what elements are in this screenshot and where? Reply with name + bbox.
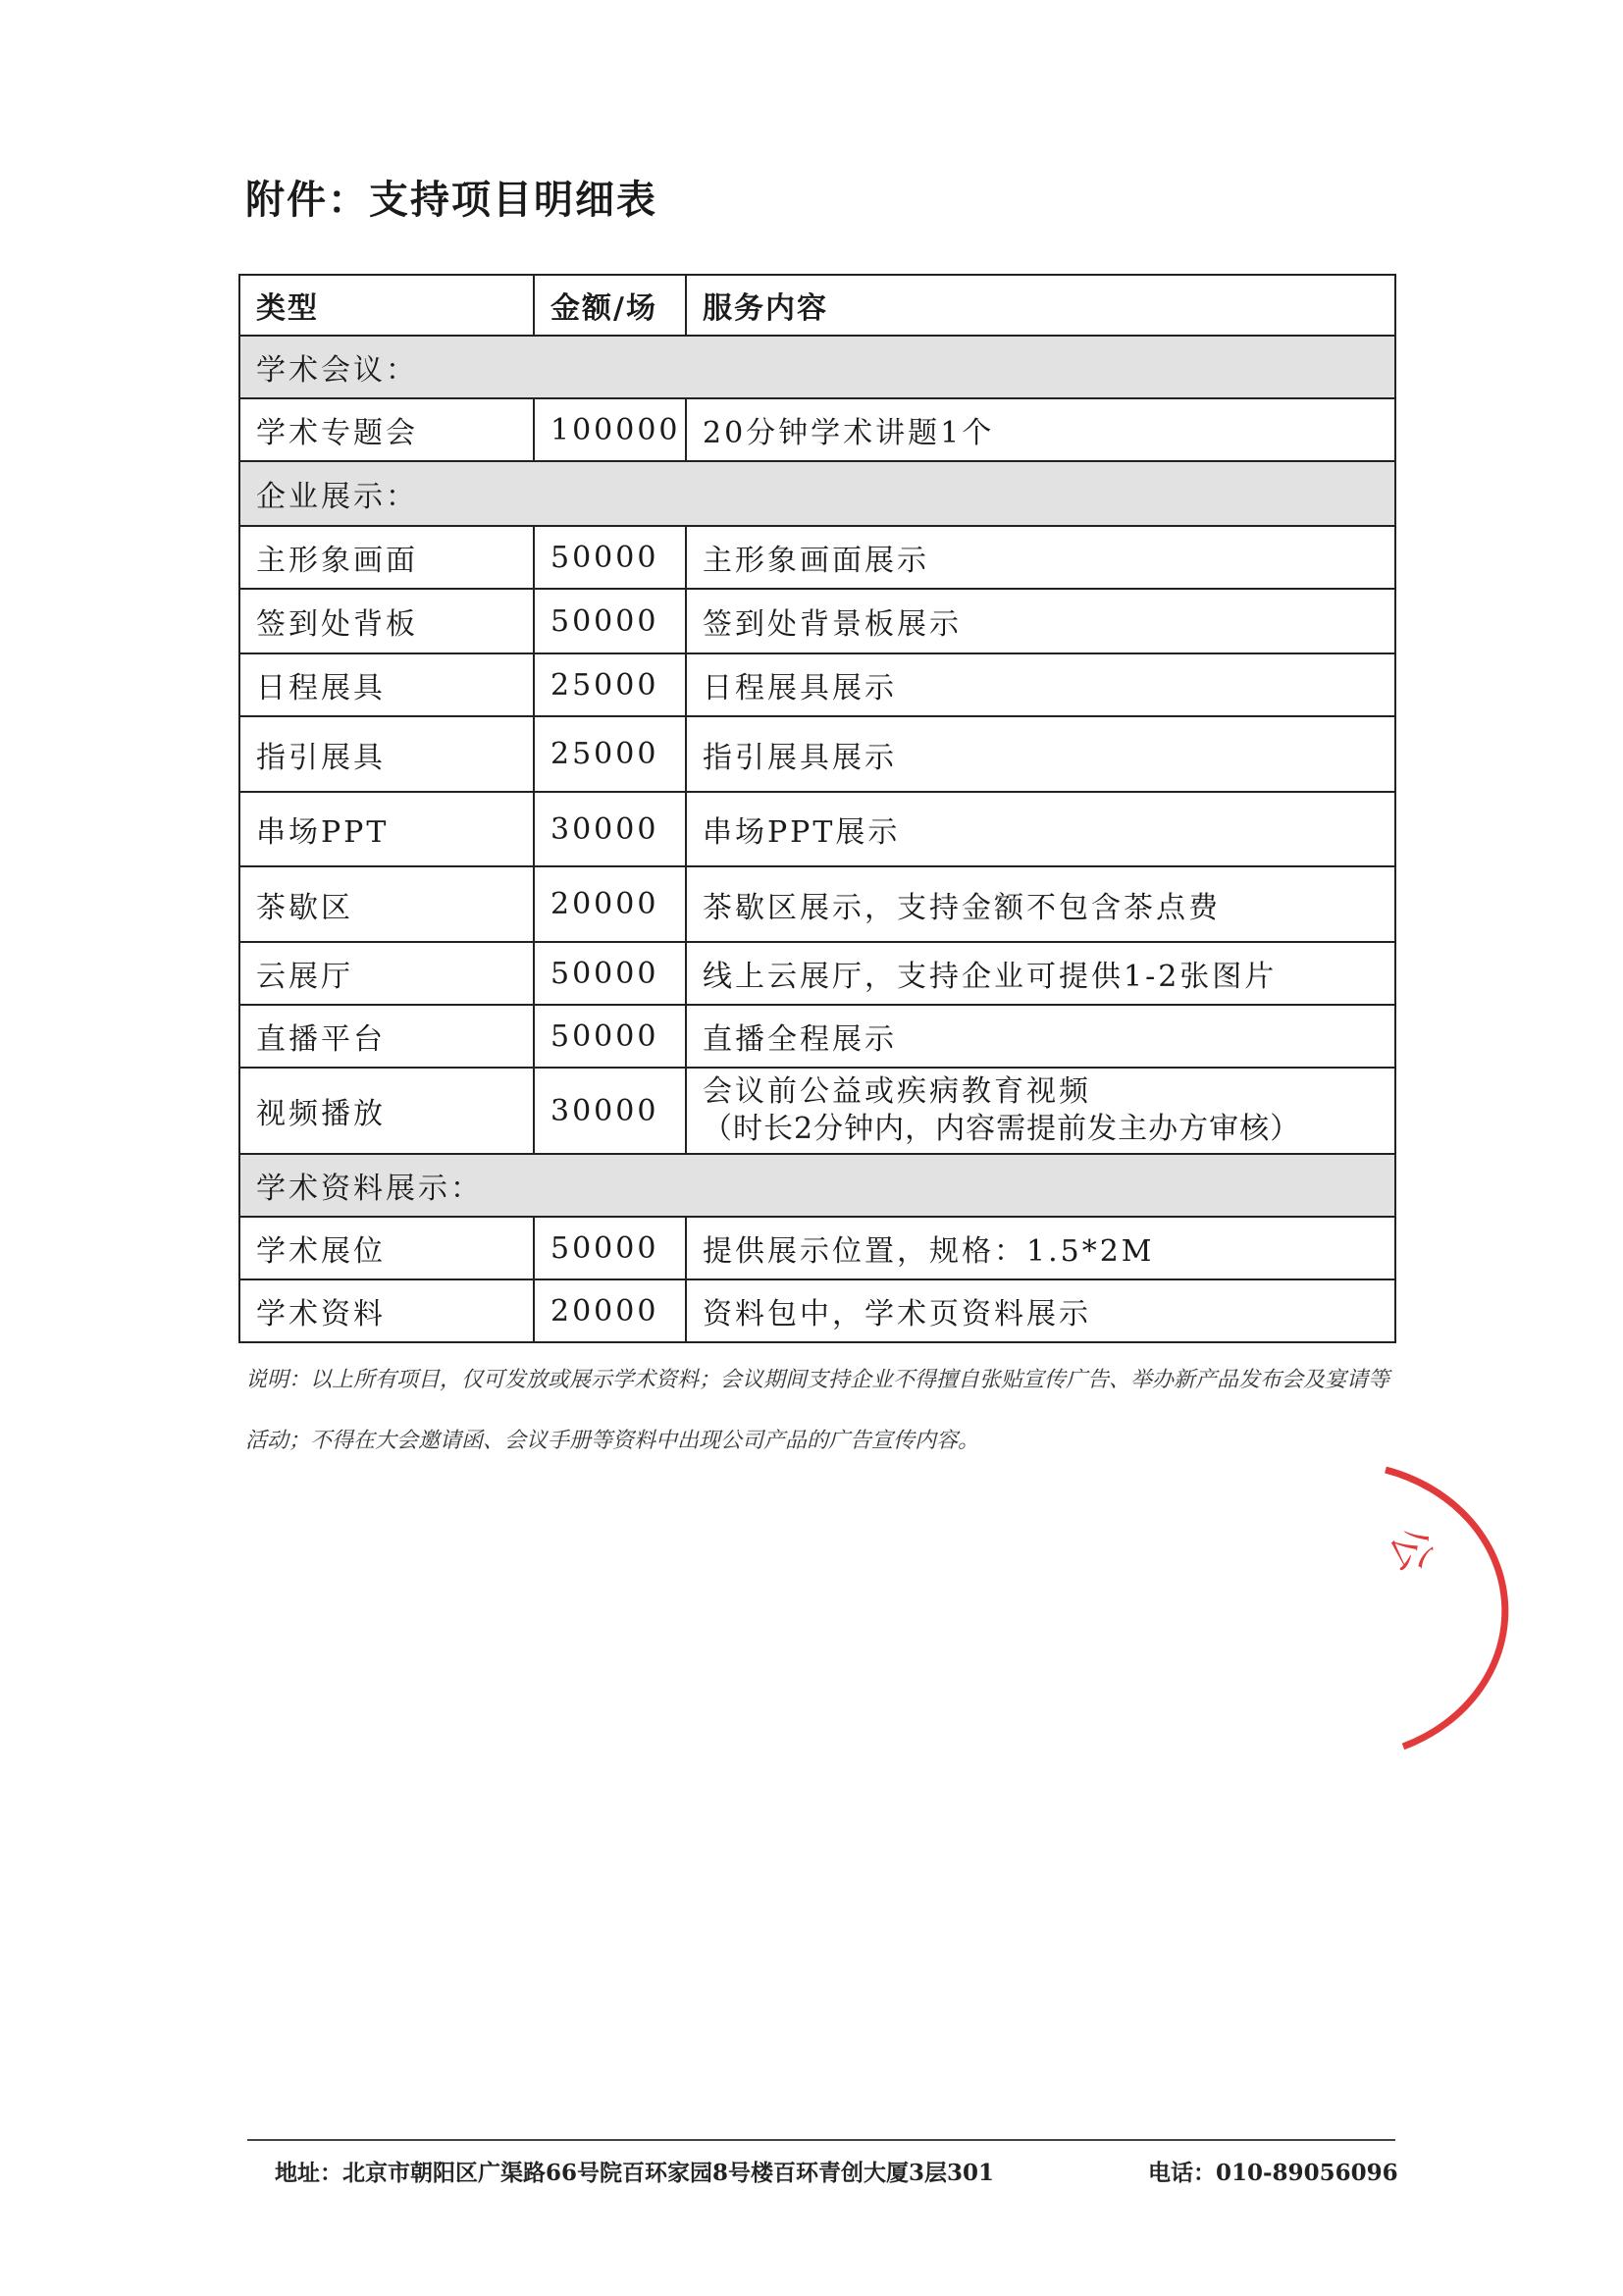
cell-amount: 50000	[534, 526, 686, 589]
table-row	[239, 589, 1395, 653]
seal-stamp-arc	[1386, 1470, 1505, 1747]
section-label: 学术资料展示：	[239, 1154, 1395, 1217]
cell-type: 视频播放	[239, 1068, 534, 1154]
cell-type: 指引展具	[239, 716, 534, 792]
support-items-table	[238, 274, 1396, 1343]
cell-amount: 30000	[534, 1068, 686, 1154]
section-row-enterprise-display	[239, 461, 1395, 526]
cell-type: 学术专题会	[239, 398, 534, 461]
cell-type: 主形象画面	[239, 526, 534, 589]
cell-amount: 20000	[534, 866, 686, 942]
header-content: 服务内容	[686, 275, 1395, 336]
table-row	[239, 792, 1395, 866]
table-row	[239, 1068, 1395, 1154]
cell-content: 线上云展厅，支持企业可提供1-2张图片	[686, 942, 1395, 1005]
table-row	[239, 1279, 1395, 1342]
footer-divider	[247, 2139, 1395, 2141]
cell-content: 20分钟学术讲题1个	[686, 398, 1395, 461]
cell-content: 指引展具展示	[686, 716, 1395, 792]
cell-type: 日程展具	[239, 653, 534, 716]
cell-content-line-1: 会议前公益或疾病教育视频	[703, 1074, 1091, 1109]
header-type: 类型	[239, 275, 534, 336]
cell-content: 日程展具展示	[686, 653, 1395, 716]
cell-amount: 50000	[534, 1005, 686, 1068]
cell-content: 提供展示位置，规格：1.5*2M	[686, 1217, 1395, 1279]
footer-address: 地址：北京市朝阳区广渠路66号院百环家园8号楼百环青创大厦3层301	[275, 2160, 995, 2186]
table-row	[239, 1217, 1395, 1279]
cell-content	[686, 1068, 1395, 1154]
cell-type: 串场PPT	[239, 792, 534, 866]
cell-type: 云展厅	[239, 942, 534, 1005]
section-row-academic-meeting	[239, 336, 1395, 398]
cell-content: 签到处背景板展示	[686, 589, 1395, 653]
cell-content-line-2: （时长2分钟内，内容需提前发主办方审核）	[703, 1112, 1301, 1146]
cell-type: 学术资料	[239, 1279, 534, 1342]
table-row	[239, 398, 1395, 461]
cell-amount: 100000	[534, 398, 686, 461]
seal-stamp	[1364, 1462, 1599, 1756]
footer-phone: 电话：010-89056096	[1148, 2160, 1398, 2186]
table-row	[239, 526, 1395, 589]
cell-amount: 50000	[534, 1217, 686, 1279]
cell-amount: 50000	[534, 942, 686, 1005]
explanation-note: 说明：以上所有项目，仅可发放或展示学术资料；会议期间支持企业不得擅自张贴宣传广告、举办新产品发布会及宴请等活动；不得在大会邀请函、会议手册等资料中出现公司产品的广告宣传内容。	[245, 1368, 1390, 1453]
section-label: 学术会议：	[239, 336, 1395, 398]
header-amount: 金额/场	[534, 275, 686, 336]
section-row-academic-materials	[239, 1154, 1395, 1217]
table-row	[239, 653, 1395, 716]
cell-type: 茶歇区	[239, 866, 534, 942]
page-title: 附件：支持项目明细表	[245, 177, 657, 223]
table-row	[239, 1005, 1395, 1068]
table-header-row	[239, 275, 1395, 336]
cell-content: 串场PPT展示	[686, 792, 1395, 866]
cell-amount: 50000	[534, 589, 686, 653]
table-row	[239, 942, 1395, 1005]
cell-amount: 25000	[534, 653, 686, 716]
cell-content: 茶歇区展示，支持金额不包含茶点费	[686, 866, 1395, 942]
cell-content: 主形象画面展示	[686, 526, 1395, 589]
section-label: 企业展示：	[239, 461, 1395, 526]
cell-type: 签到处背板	[239, 589, 534, 653]
cell-content: 资料包中，学术页资料展示	[686, 1279, 1395, 1342]
seal-stamp-glyph: 公	[1380, 1521, 1442, 1580]
cell-type: 学术展位	[239, 1217, 534, 1279]
cell-amount: 30000	[534, 792, 686, 866]
cell-type: 直播平台	[239, 1005, 534, 1068]
table-row	[239, 866, 1395, 942]
cell-content: 直播全程展示	[686, 1005, 1395, 1068]
cell-amount: 25000	[534, 716, 686, 792]
table-row	[239, 716, 1395, 792]
cell-amount: 20000	[534, 1279, 686, 1342]
